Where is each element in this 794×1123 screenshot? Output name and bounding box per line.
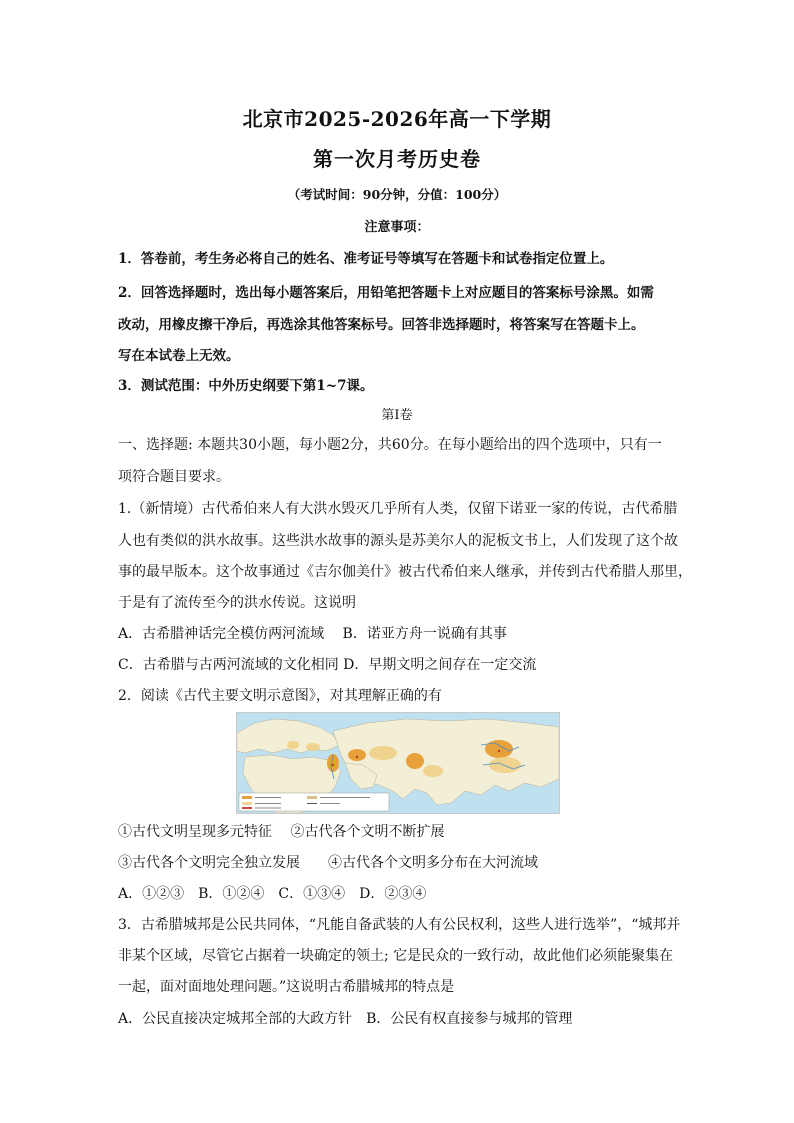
civ-yangtze bbox=[489, 757, 521, 773]
notice-item-2-line1: 2．回答选择题时，选出每小题答案后，用铅笔把答题卡上对应题目的答案标号涂黑。如需 bbox=[118, 285, 654, 301]
civ-rome bbox=[287, 741, 299, 749]
question-3-line1: 3．古希腊城邦是公民共同体，“凡能自备武装的人有公民权利，这些人进行选举”，“城邦并 bbox=[118, 917, 681, 933]
legend-swatch-right bbox=[307, 796, 317, 799]
ancient-civilizations-map bbox=[236, 712, 560, 814]
question-1-line1: 1.（新情境）古代希伯来人有大洪水毁灭几乎所有人类，仅留下诺亚一家的传说，古代希腊 bbox=[118, 501, 678, 517]
map-city-marker bbox=[498, 750, 500, 752]
question-2-stem: 2．阅读《古代主要文明示意图》，对其理解正确的有 bbox=[118, 688, 442, 704]
section-intro-line1: 一、选择题: 本题共30小题，每小题2分，共60分。在每小题给出的四个选项中，只有一 bbox=[118, 437, 662, 453]
civ-yellow-river bbox=[485, 740, 513, 758]
question-1-line4: 于是有了流传至今的洪水传说。这说明 bbox=[118, 595, 356, 611]
question-1-line2: 人也有类似的洪水故事。这些洪水故事的源头是苏美尔人的泥板文书上，人们发现了这个故 bbox=[118, 533, 678, 549]
notice-item-2-line2: 改动，用橡皮擦干净后，再选涂其他答案标号。回答非选择题时，将答案写在答题卡上。 bbox=[118, 317, 645, 333]
legend-line-5 bbox=[320, 803, 340, 804]
section-title: 第Ⅰ卷 bbox=[381, 408, 413, 423]
section-intro-line2: 项符合题目要求。 bbox=[118, 469, 230, 485]
notice-item-1: 1．答卷前，考生务必将自己的姓名、准考证号等填写在答题卡和试卷指定位置上。 bbox=[118, 251, 614, 267]
question-1-line3: 事的最早版本。这个故事通过《吉尔伽美什》被古代希伯来人继承，并传到古代希腊人那里， bbox=[118, 564, 692, 580]
exam-title-line2: 第一次月考历史卷 bbox=[313, 147, 481, 171]
civ-indus bbox=[406, 753, 424, 769]
legend-dash bbox=[307, 803, 317, 804]
legend-swatch-early bbox=[242, 796, 252, 799]
civ-ganges bbox=[423, 765, 443, 777]
map-city-marker bbox=[356, 756, 358, 758]
legend-line-3 bbox=[255, 808, 281, 809]
question-3-line2: 非某个区域，尽管它占据着一块确定的领土; 它是民众的一致行动，故此他们必须能聚集在 bbox=[118, 948, 674, 964]
legend-swatch-later bbox=[242, 802, 252, 805]
civ-persia bbox=[369, 746, 397, 760]
exam-title-line1: 北京市2025-2026年高一下学期 bbox=[242, 107, 552, 131]
notice-item-3: 3．测试范围：中外历史纲要下第1~7课。 bbox=[118, 378, 374, 394]
notice-heading: 注意事项： bbox=[364, 220, 430, 235]
question-2-statements-34: ③古代各个文明完全独立发展 ④古代各个文明多分布在大河流域 bbox=[118, 855, 538, 871]
question-2-options: A．①②③ B．①②④ C．①③④ D．②③④ bbox=[118, 886, 427, 902]
legend-swatch-red bbox=[242, 807, 252, 809]
notice-item-2-line3: 写在本试卷上无效。 bbox=[118, 348, 240, 364]
exam-time-score-info: （考试时间：90分钟，分值：100分） bbox=[287, 187, 507, 202]
question-3-options-ab: A．公民直接决定城邦全部的大政方针 B．公民有权直接参与城邦的管理 bbox=[118, 1011, 573, 1027]
map-city-marker bbox=[332, 764, 334, 766]
question-1-options-cd: C．古希腊与古两河流域的文化相同 D．早期文明之间存在一定交流 bbox=[118, 657, 537, 673]
legend-line-4 bbox=[320, 797, 370, 798]
legend-line-2 bbox=[255, 803, 281, 804]
question-2-statements-12: ①古代文明呈现多元特征 ②古代各个文明不断扩展 bbox=[118, 824, 445, 840]
civ-mesopotamia bbox=[348, 749, 366, 761]
civ-greece bbox=[306, 743, 320, 751]
legend-line-1 bbox=[255, 797, 281, 798]
question-3-line3: 一起，面对面地处理问题。”这说明古希腊城邦的特点是 bbox=[118, 979, 455, 995]
question-1-options-ab: A．古希腊神话完全模仿两河流域 B．诺亚方舟一说确有其事 bbox=[118, 626, 507, 642]
